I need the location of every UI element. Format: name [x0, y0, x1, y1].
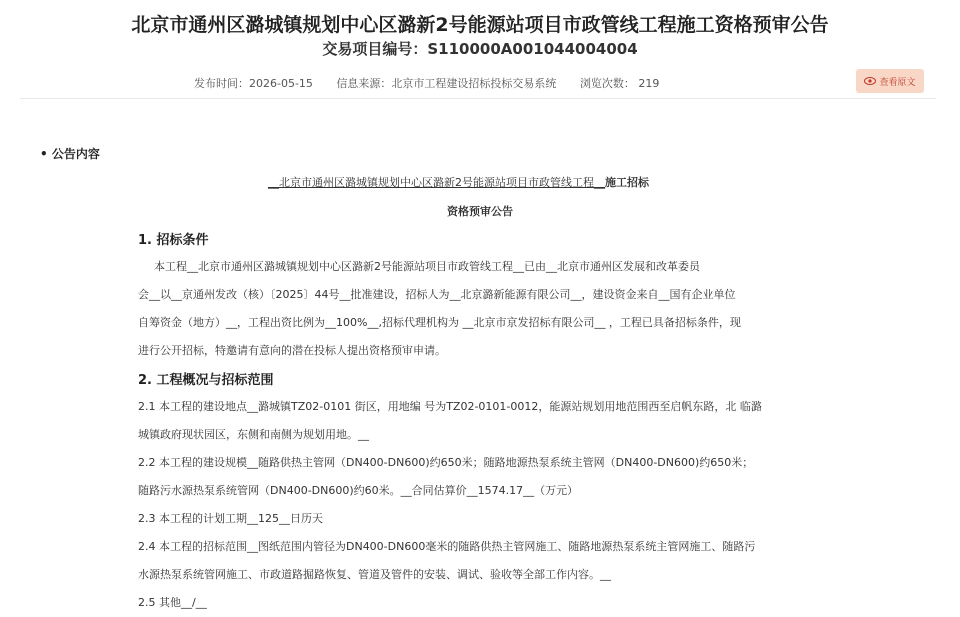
eye-icon [864, 77, 876, 85]
doc-title-type: 施工招标 [605, 176, 649, 189]
doc-title-project: __北京市通州区潞城镇规划中心区潞新2号能源站项目市政管线工程__ [268, 176, 605, 189]
item-2-1-line-2: 城镇政府现状园区，东侧和南侧为规划用地。__ [138, 428, 369, 441]
header-divider [20, 98, 936, 99]
paragraph-1-line-3: 自筹资金（地方）__，工程出资比例为__100%__,招标代理机构为 __北京市京发招标有限公司__ ，工程已具备招标条件，现 [138, 316, 741, 329]
paragraph-1-line-2: 会__以__京通州发改（核）〔2025〕44号__批准建设，招标人为__北京潞新能源有限公司__，建设资金来自__国有企业单位 [138, 288, 736, 301]
view-count: 浏览次数： 219 [579, 77, 660, 90]
info-source: 信息来源：北京市工程建设招标投标交易系统 [336, 77, 557, 90]
item-2-3: 2.3 本工程的计划工期__125__日历天 [138, 512, 323, 525]
publish-time: 发布时间：2026-05-15 [194, 77, 313, 90]
page-title: 北京市通州区潞城镇规划中心区潞新2号能源站项目市政管线工程施工资格预审公告 [131, 14, 829, 36]
item-2-4-line-1: 2.4 本工程的招标范围__图纸范围内管径为DN400-DN600毫米的随路供热主管网施工、随路地源热泵系统主管网施工、随路污 [138, 540, 756, 553]
item-2-2-line-1: 2.2 本工程的建设规模__随路供热主管网（DN400-DN600)约650米；随路地源热泵系统主管网（DN400-DN600)约650米； [138, 456, 754, 469]
item-2-1-line-1: 2.1 本工程的建设地点__潞城镇TZ02-0101 街区，用地编 号为TZ02-0101-0012，能源站规划用地范围西至启帆东路，北 临潞 [138, 400, 762, 413]
paragraph-1-line-4: 进行公开招标，特邀请有意向的潜在投标人提出资格预审申请。 [138, 344, 446, 357]
section-1-heading: 1. 招标条件 [138, 233, 209, 248]
item-2-5: 2.5 其他__/__ [138, 596, 207, 609]
item-2-2-line-2: 随路污水源热泵系统管网（DN400-DN600)约60米。__合同估算价__1574.17__（万元） [138, 484, 579, 497]
item-2-4-line-2: 水源热泵系统管网施工、市政道路掘路恢复、管道及管件的安装、调试、验收等全部工作内容。__ [138, 568, 611, 581]
meta-bar [194, 75, 679, 91]
section-2-heading: 2. 工程概况与招标范围 [138, 373, 274, 388]
doc-subtitle: 资格预审公告 [447, 205, 513, 218]
doc-title-line [268, 174, 649, 190]
view-original-label: 查看原文 [879, 77, 916, 88]
project-number: 交易项目编号：S110000A001044004004 [322, 40, 638, 58]
section-label: • 公告内容 [40, 147, 100, 161]
view-original-button[interactable] [856, 69, 924, 93]
paragraph-1-line-1: 本工程__北京市通州区潞城镇规划中心区潞新2号能源站项目市政管线工程__已由__北京市通州区发展和改革委员 [154, 260, 700, 273]
